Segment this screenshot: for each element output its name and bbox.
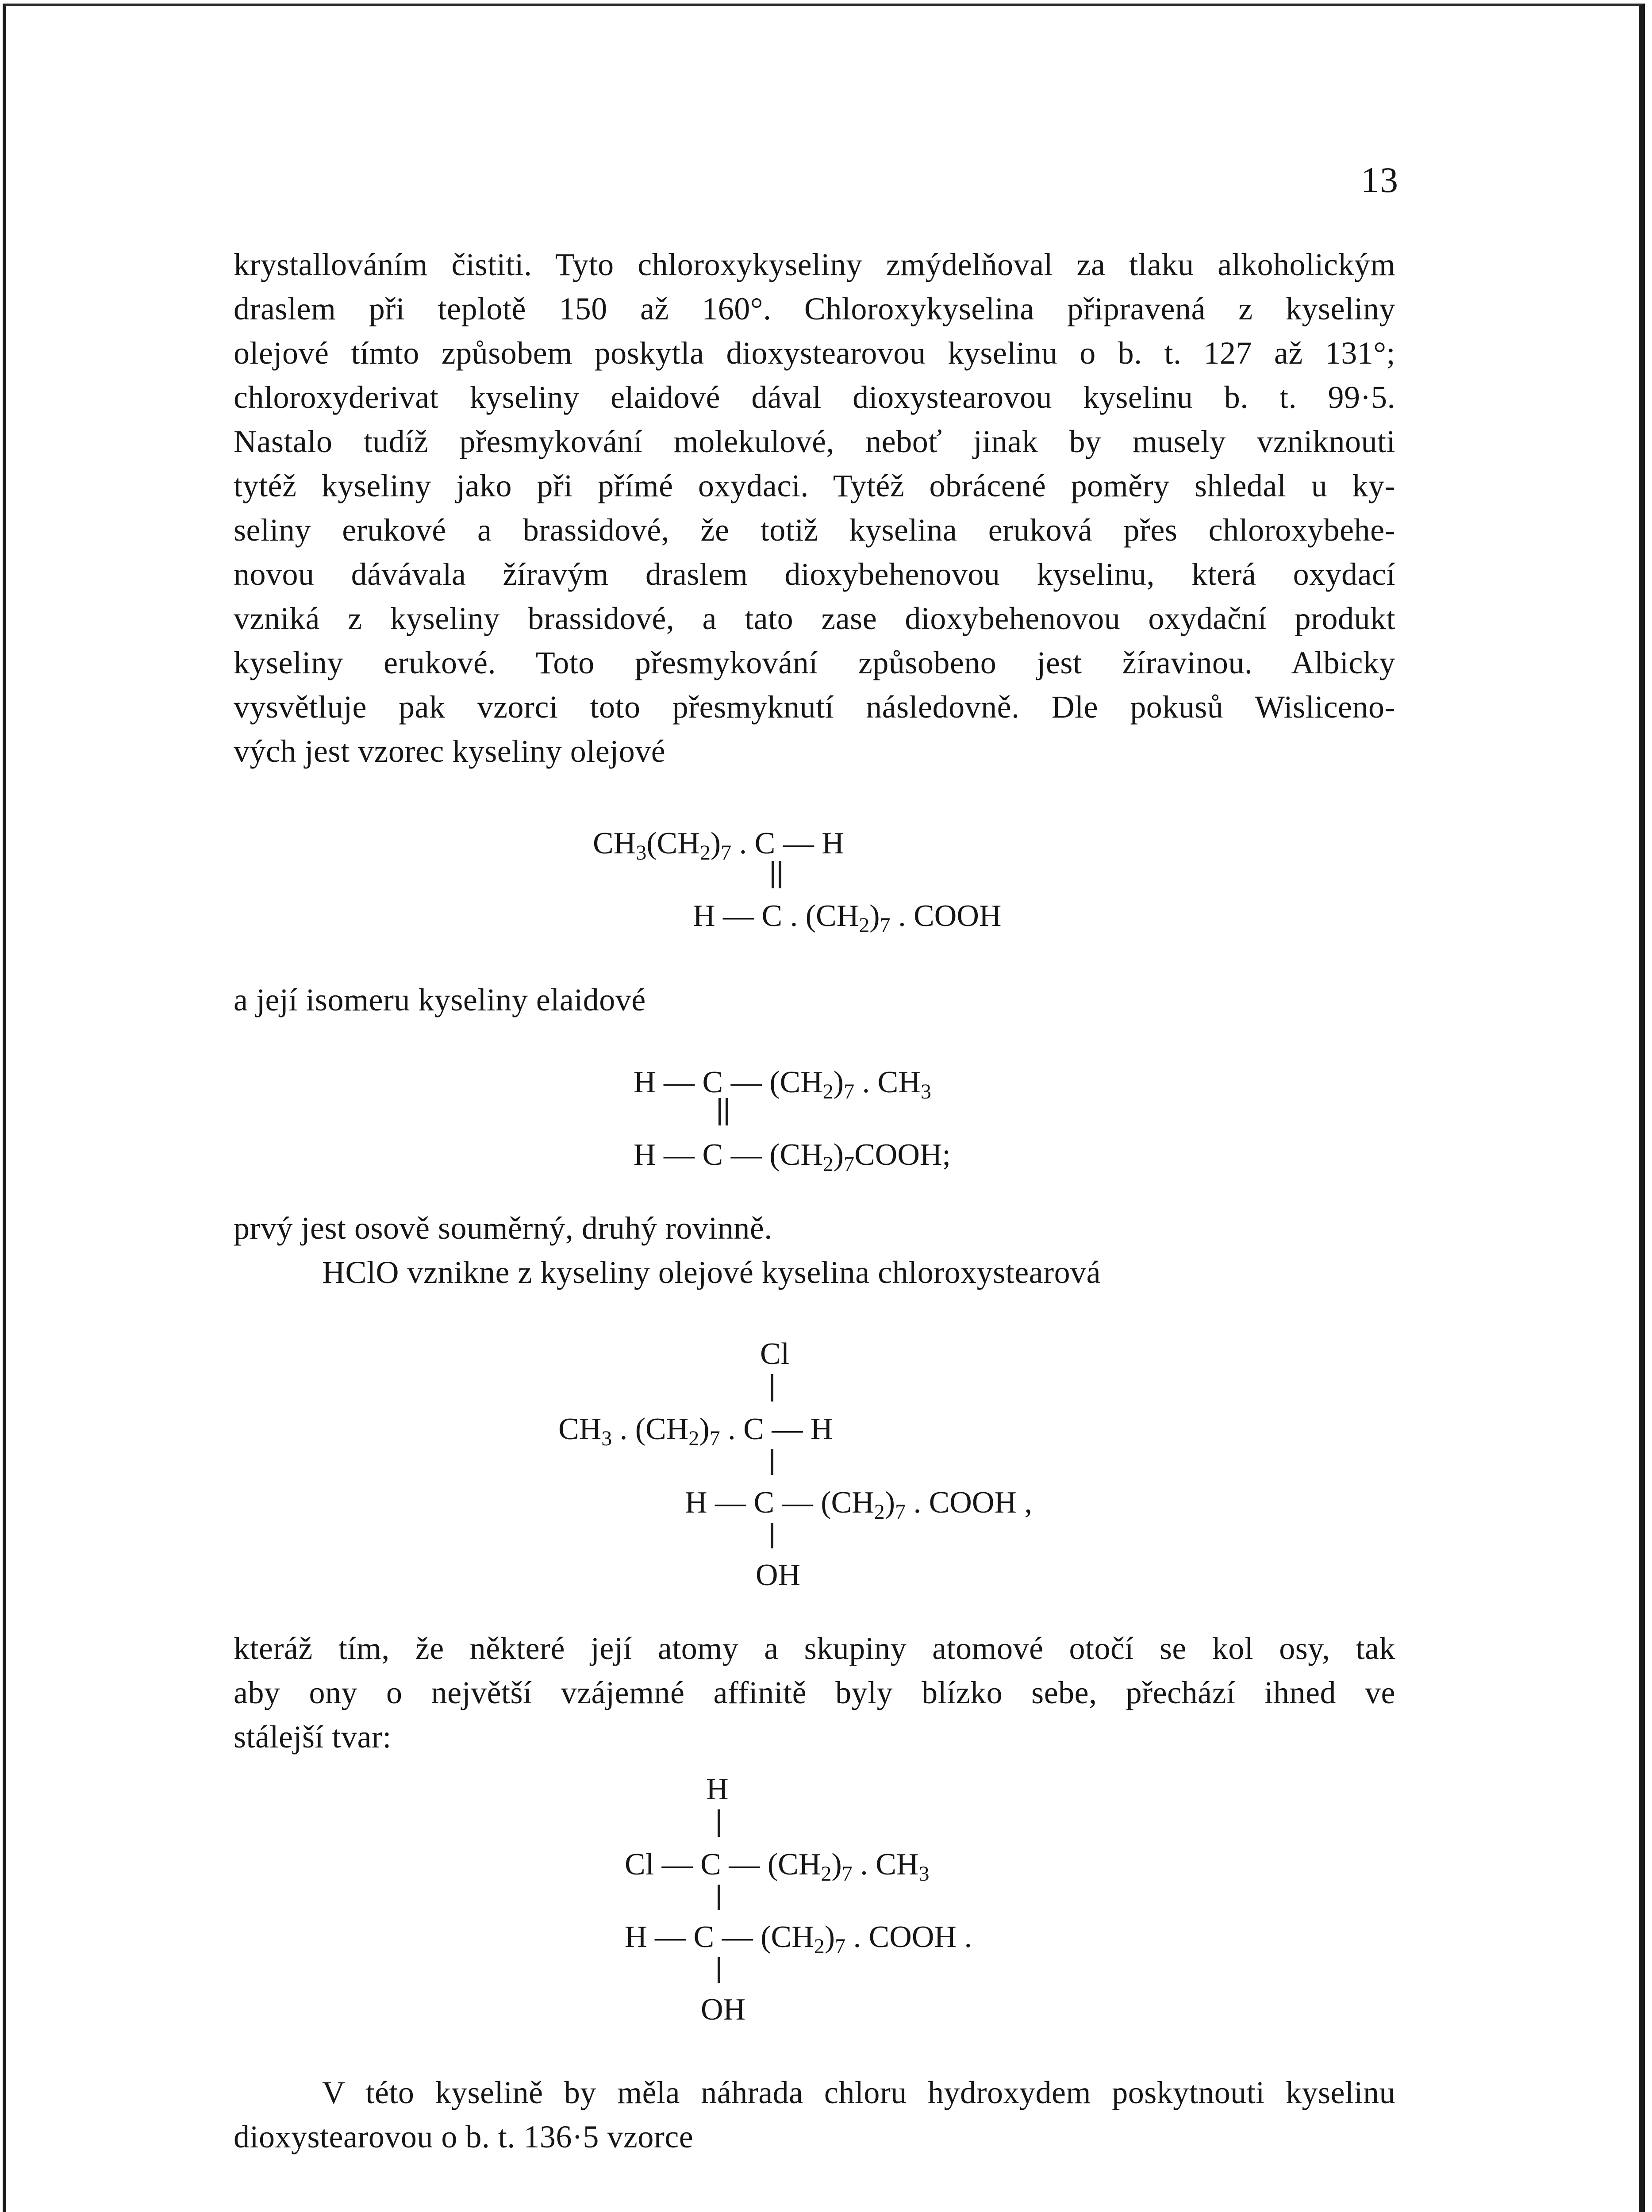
text-symmetry: prvý jest osově souměrný, druhý rovinně. HClO vznikne z kyseliny olejové kyselina chloroxystearová (234, 1206, 1395, 1294)
formula-atom: OH (756, 1558, 801, 1592)
text-line: chloroxyderivat kyseliny elaidové dával dioxystearovou kyselinu b. t. 99·5. (234, 380, 1395, 415)
text-line: vých jest vzorec kyseliny olejové (234, 733, 666, 769)
formula-line: $CH_3$ . $(CH_2)_7$ . C — H (558, 1412, 833, 1450)
text-line: kyseliny erukové. Toto přesmykování způsobeno jest žíravinou. Albicky (234, 645, 1395, 680)
formula-atom: H (706, 1772, 729, 1806)
text-elaidic: a její isomeru kyseliny elaidové (234, 982, 646, 1018)
formula-line: $CH_3(CH_2)_7$ . C — H (593, 826, 844, 864)
text-line: novou dávávala žíravým draslem dioxybehenovou kyselinu, která oxydací (234, 557, 1395, 592)
text-line: V této kyselině by měla náhrada chloru hydroxydem poskytnouti kyselinu (322, 2075, 1395, 2110)
text-line: draslem při teplotě 150 až 160°. Chloroxykyselina připravená z kyseliny (234, 291, 1395, 326)
text-line: tytéž kyseliny jako při přímé oxydaci. Tytéž obrácené poměry shledal u ky- (234, 468, 1395, 503)
formula-atom: Cl (760, 1337, 790, 1371)
single-bond (718, 1957, 720, 1983)
paragraph-3 (234, 2070, 1395, 2159)
single-bond (771, 1523, 773, 1548)
single-bond (718, 1809, 720, 1837)
text-line: kteráž tím, že některé její atomy a skupiny atomové otočí se kol osy, tak (234, 1631, 1395, 1666)
text-line: vzniká z kyseliny brassidové, a tato zase dioxybehenovou oxydační produkt (234, 601, 1395, 636)
text-line: stálejší tvar: (234, 1719, 392, 1755)
double-bond (772, 861, 781, 888)
formula-line: H — C . $(CH_2)_7$ . COOH (693, 899, 1002, 937)
formula-line: H — C — $(CH_2)_7$ . COOH . (625, 1920, 972, 1958)
single-bond (718, 1885, 720, 1910)
single-bond (771, 1374, 773, 1402)
formula-line: H — C — $(CH_2)_7$ . COOH , (685, 1486, 1032, 1524)
double-bond (718, 1098, 728, 1125)
text-line: dioxystearovou o b. t. 136·5 vzorce (234, 2119, 694, 2154)
single-bond (771, 1449, 773, 1475)
page-number: 13 (1361, 160, 1399, 200)
text-line: aby ony o největší vzájemné affinitě byly blízko sebe, přechází ihned ve (234, 1675, 1395, 1710)
paragraph-1 (234, 242, 1395, 773)
text-line: seliny erukové a brassidové, že totiž kyselina eruková přes chloroxybehe- (234, 512, 1395, 548)
formula-atom: OH (701, 1993, 746, 2027)
text-line: vysvětluje pak vzorci toto přesmyknutí následovně. Dle pokusů Wisliceno- (234, 689, 1395, 725)
text-hclo: HClO vznikne z kyseliny olejové kyselina chloroxystearová (322, 1255, 1101, 1290)
text-line: olejové tímto způsobem poskytla dioxystearovou kyselinu o b. t. 127 až 131°; (234, 335, 1395, 371)
formula-line: H — C — $(CH_2)_7COOH$; (634, 1138, 951, 1176)
text-line: krystallováním čistiti. Tyto chloroxykyseliny zmýdelňoval za tlaku alkoholickým (234, 247, 1395, 282)
paragraph-2 (234, 1626, 1395, 1759)
formula-line: H — C — $(CH_2)_7$ . $CH_3$ (634, 1065, 931, 1103)
text-line: Nastalo tudíž přesmykování molekulové, neboť jinak by musely vzniknouti (234, 424, 1395, 459)
formula-line: Cl — C — $(CH_2)_7$ . $CH_3$ (625, 1847, 930, 1886)
